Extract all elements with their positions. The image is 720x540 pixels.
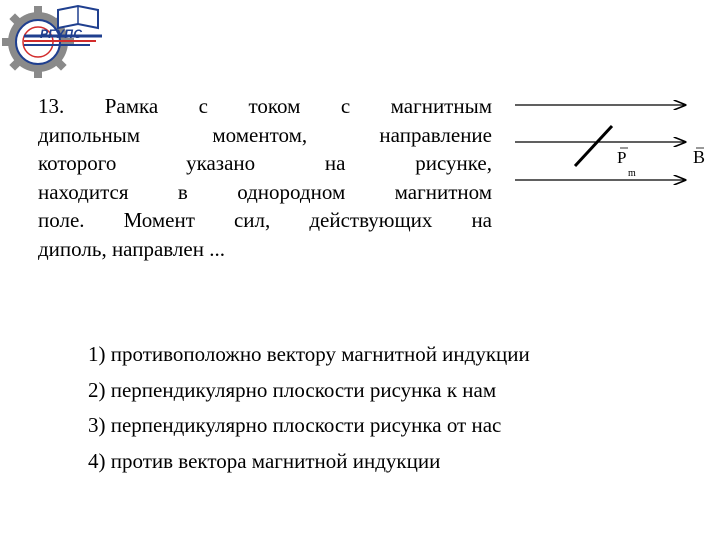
answer-options (88, 337, 530, 479)
question-text (38, 92, 492, 264)
current-loop-edge (575, 126, 612, 166)
logo-emblem-icon (0, 0, 110, 82)
question-line: поле. Момент сил, действующих на (38, 208, 492, 233)
moment-label: P (617, 148, 627, 167)
answer-option-4[interactable]: 4) против вектора магнитной индукции (88, 448, 441, 473)
field-label: B (693, 147, 706, 167)
answer-option-1[interactable]: 1) противоположно вектору магнитной индукции (88, 342, 530, 366)
question-line: 13. Рамка с током с магнитным (38, 94, 492, 118)
magnetic-field-figure (500, 80, 720, 200)
question-line: дипольным моментом, направление (38, 122, 492, 147)
moment-subscript: m (628, 168, 636, 179)
question-line: которого указано на рисунке, (38, 151, 492, 176)
question-line: диполь, направлен ... (38, 236, 225, 261)
answer-option-3[interactable]: 3) перпендикулярно плоскости рисунка от нас (88, 413, 502, 437)
rgups-logo (0, 0, 110, 82)
answer-option-2[interactable]: 2) перпендикулярно плоскости рисунка к нам (88, 377, 497, 402)
logo-text: РГУПС (40, 27, 83, 41)
field-diagram (500, 80, 720, 200)
question-line: находится в однородном магнитном (38, 179, 492, 204)
